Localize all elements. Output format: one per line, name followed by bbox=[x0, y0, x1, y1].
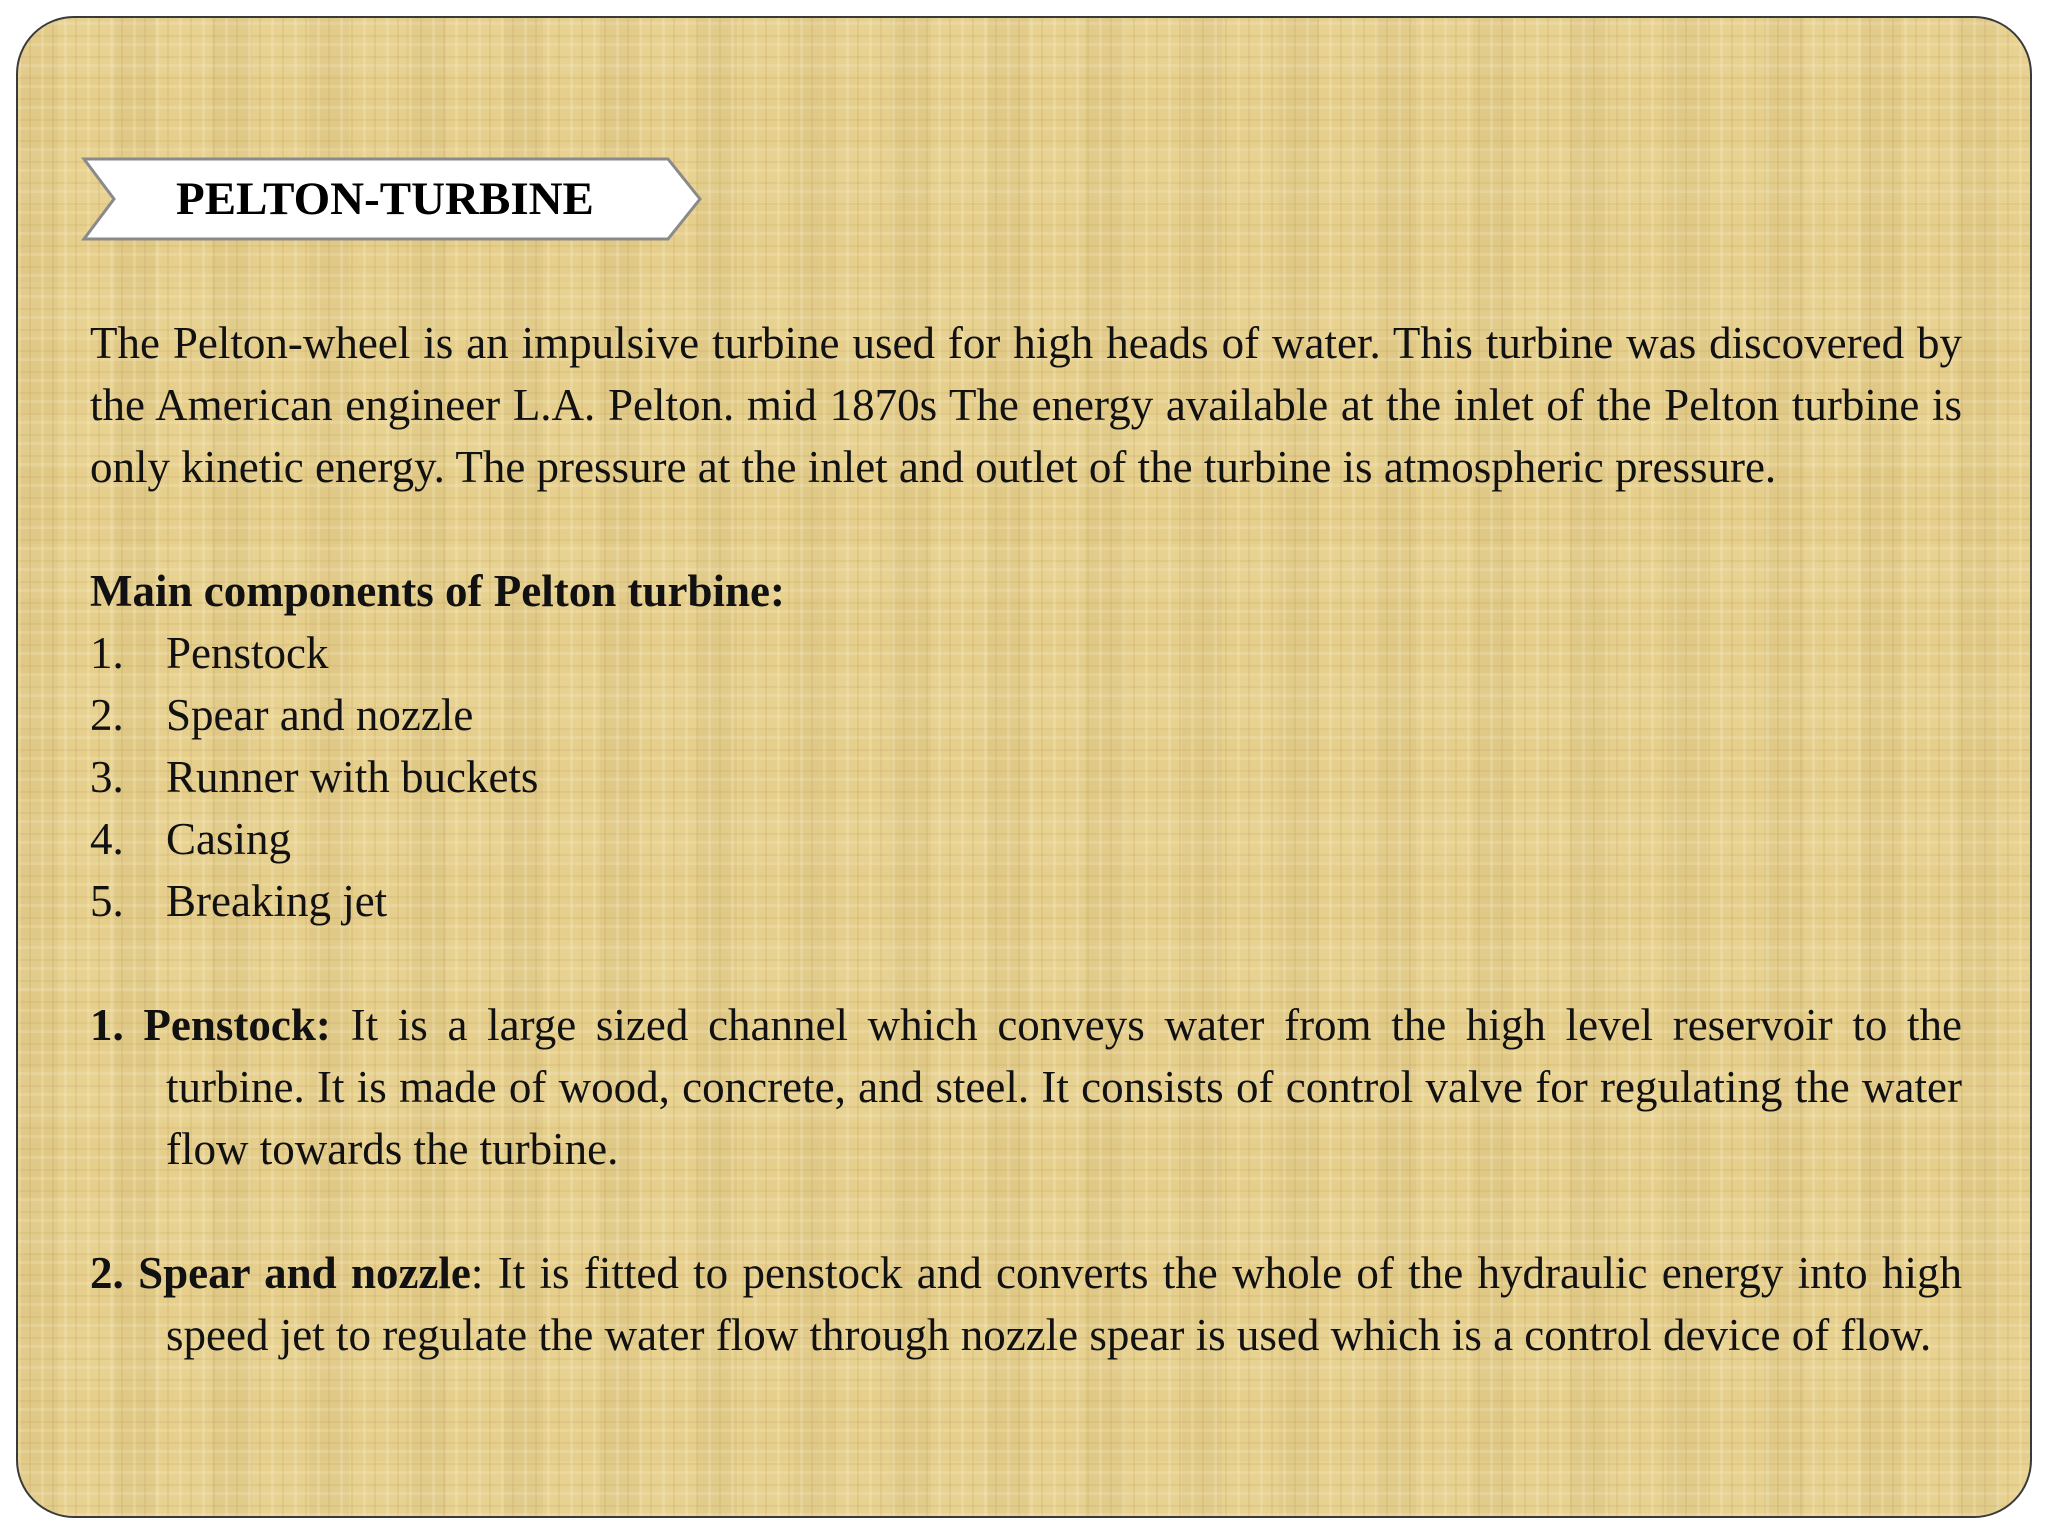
list-item bbox=[90, 746, 1962, 808]
slide bbox=[16, 16, 2032, 1518]
spear-nozzle-term: 2. Spear and nozzle bbox=[90, 1248, 471, 1298]
penstock-text: It is a large sized channel which conveys water from the high level reservoir to the turbine. It is made of wood, concrete, and steel. It consists of control valve for regulating the water flow towards the turbine. bbox=[166, 1000, 1962, 1174]
list-item-label: Runner with buckets bbox=[166, 752, 539, 802]
components-list bbox=[90, 622, 1962, 932]
penstock-term: 1. Penstock: bbox=[90, 1000, 331, 1050]
spear-nozzle-text: : It is fitted to penstock and converts the whole of the hydraulic energy into high speed jet to regulate the water flow through nozzle spear is used which is a control device of flow. bbox=[166, 1248, 1962, 1360]
list-item bbox=[90, 622, 1962, 684]
list-item bbox=[90, 684, 1962, 746]
spear-nozzle-description bbox=[90, 1242, 1962, 1366]
list-item-number: 3. bbox=[90, 752, 124, 802]
components-heading: Main components of Pelton turbine: bbox=[90, 566, 785, 616]
list-item-number: 2. bbox=[90, 690, 124, 740]
list-item-label: Casing bbox=[166, 814, 292, 864]
list-item-number: 4. bbox=[90, 814, 124, 864]
title-banner bbox=[66, 154, 706, 244]
list-item bbox=[90, 870, 1962, 932]
list-item-number: 5. bbox=[90, 876, 124, 926]
list-item-label: Spear and nozzle bbox=[166, 690, 474, 740]
intro-paragraph: The Pelton-wheel is an impulsive turbine used for high heads of water. This turbine was discovered by the American engineer L.A. Pelton. mid 1870s The energy available at the inlet of the Pelton turbine is only kinetic energy. The pressure at the inlet and outlet of the turbine is atmospheric pressure. bbox=[90, 318, 1962, 492]
page-title: PELTON-TURBINE bbox=[176, 173, 594, 225]
penstock-description bbox=[90, 994, 1962, 1180]
slide-content bbox=[90, 312, 1962, 1366]
list-item-label: Breaking jet bbox=[166, 876, 388, 926]
list-item-label: Penstock bbox=[166, 628, 329, 678]
list-item bbox=[90, 808, 1962, 870]
list-item-number: 1. bbox=[90, 628, 124, 678]
